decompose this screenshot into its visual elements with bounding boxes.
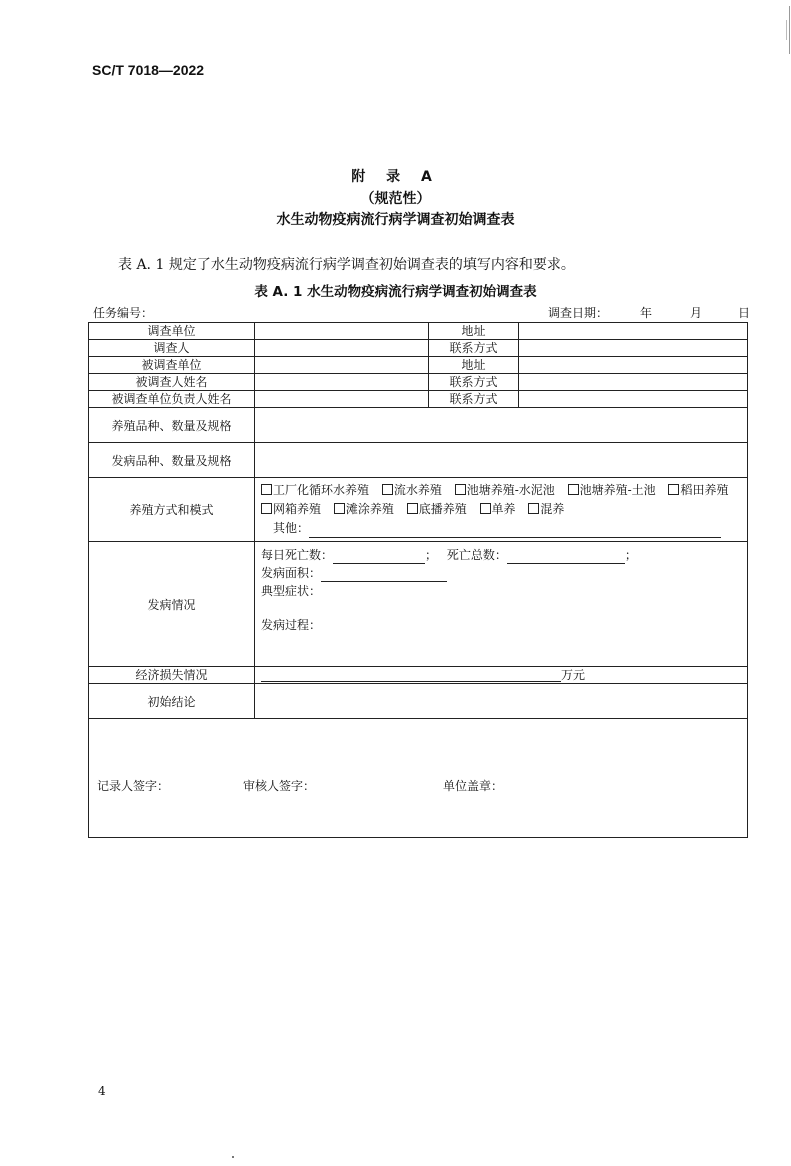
option-bottom-sowing[interactable] (407, 502, 467, 516)
unit-seal-label: 单位盖章： (443, 779, 504, 793)
option-rice-field[interactable] (668, 483, 728, 497)
surveyed-unit-field[interactable] (255, 357, 429, 374)
surveyed-unit-address-field[interactable] (519, 357, 748, 374)
checkbox[interactable] (407, 503, 418, 514)
checkbox[interactable] (455, 484, 466, 495)
option-label: 稻田养殖 (680, 483, 729, 497)
unit-leader-field[interactable] (255, 391, 429, 408)
signature-area (89, 719, 748, 838)
appendix-type: （规范性） (360, 191, 431, 207)
reviewer-signature-label: 审核人签字： (243, 779, 316, 793)
checkbox[interactable] (382, 484, 393, 495)
scan-edge-line-short (786, 20, 787, 40)
option-monoculture[interactable] (480, 502, 516, 516)
checkbox[interactable] (334, 503, 345, 514)
standard-code: SC/T 7018—2022 (92, 62, 205, 78)
unit-leader-label: 被调查单位负责人姓名 (89, 391, 255, 408)
surveyor-field[interactable] (255, 340, 429, 357)
survey-unit-label: 调查单位 (89, 323, 255, 340)
total-deaths-label: 死亡总数： (446, 548, 507, 562)
surveyed-person-field[interactable] (255, 374, 429, 391)
survey-unit-field[interactable] (255, 323, 429, 340)
economic-loss-label: 经济损失情况 (89, 667, 255, 684)
appendix-subtitle: 水生动物疫病流行病学调查初始调查表 (276, 212, 515, 228)
option-label: 单养 (491, 502, 516, 516)
option-label: 底播养殖 (418, 502, 467, 516)
table-row (89, 408, 748, 443)
breed-species-label: 养殖品种、数量及规格 (89, 408, 255, 443)
table-caption: 表 A. 1 水生动物疫病流行病学调查初始调查表 (254, 284, 537, 300)
table-row (89, 323, 748, 340)
option-polyculture[interactable] (528, 502, 564, 516)
option-net-cage[interactable] (261, 502, 321, 516)
economic-loss-field (255, 667, 748, 684)
disease-status-label: 发病情况 (89, 542, 255, 667)
survey-unit-address-field[interactable] (519, 323, 748, 340)
option-label: 网箱养殖 (273, 502, 322, 516)
option-label: 流水养殖 (393, 483, 442, 497)
contact-label: 联系方式 (429, 374, 519, 391)
typical-symptoms-label: 典型症状： (261, 584, 322, 598)
checkbox[interactable] (261, 503, 272, 514)
option-label: 池塘养殖-水泥池 (466, 483, 555, 497)
table-row (89, 443, 748, 478)
checkbox[interactable] (261, 484, 272, 495)
option-label: 池塘养殖-土池 (579, 483, 656, 497)
option-label: 混养 (540, 502, 565, 516)
disease-species-label: 发病品种、数量及规格 (89, 443, 255, 478)
option-pond-earth[interactable] (568, 483, 656, 497)
year-label: 年 (640, 306, 653, 320)
disease-process-label: 发病过程： (261, 618, 322, 632)
intro-paragraph: 表 A. 1 规定了水生动物疫病流行病学调查初始调查表的填写内容和要求。 (118, 257, 575, 273)
scan-edge-line (789, 6, 790, 54)
table-row (89, 478, 748, 542)
table-row (89, 340, 748, 357)
scan-speck (232, 1156, 234, 1158)
separator: ； (425, 548, 438, 562)
option-pond-cement[interactable] (455, 483, 555, 497)
survey-date-label: 调查日期： (548, 306, 609, 320)
other-label: 其他： (273, 521, 310, 535)
breed-mode-label: 养殖方式和模式 (89, 478, 255, 542)
disease-area-label: 发病面积： (261, 566, 322, 580)
table-row (89, 667, 748, 684)
daily-deaths-label: 每日死亡数： (261, 548, 334, 562)
separator: ； (624, 548, 637, 562)
address-label: 地址 (429, 323, 519, 340)
table-row (89, 374, 748, 391)
table-row (89, 357, 748, 374)
task-number-label: 任务编号： (93, 306, 154, 320)
option-label: 工厂化循环水养殖 (273, 483, 370, 497)
table-row (89, 542, 748, 667)
contact-label: 联系方式 (429, 340, 519, 357)
checkbox[interactable] (668, 484, 679, 495)
initial-survey-form (88, 322, 748, 838)
surveyed-person-contact-field[interactable] (519, 374, 748, 391)
unit-leader-contact-field[interactable] (519, 391, 748, 408)
disease-area-input[interactable] (321, 581, 447, 582)
option-flowing-water[interactable] (382, 483, 442, 497)
surveyed-unit-label: 被调查单位 (89, 357, 255, 374)
disease-status-fields (255, 542, 748, 667)
table-row (89, 391, 748, 408)
total-deaths-input[interactable] (507, 563, 625, 564)
breed-mode-options (255, 478, 748, 542)
checkbox[interactable] (568, 484, 579, 495)
loss-unit: 万元 (561, 668, 586, 682)
option-label: 滩涂养殖 (345, 502, 394, 516)
surveyor-contact-field[interactable] (519, 340, 748, 357)
option-factory-recirculating[interactable] (261, 483, 369, 497)
table-row (89, 719, 748, 838)
day-label: 日 (738, 306, 751, 320)
surveyed-person-label: 被调查人姓名 (89, 374, 255, 391)
surveyor-label: 调查人 (89, 340, 255, 357)
address-label: 地址 (429, 357, 519, 374)
appendix-title: 附 录 A (351, 169, 440, 185)
month-label: 月 (690, 306, 703, 320)
page-number: 4 (98, 1084, 106, 1098)
economic-loss-input[interactable] (261, 681, 561, 682)
initial-conclusion-label: 初始结论 (89, 684, 255, 719)
table-row (89, 684, 748, 719)
disease-species-field[interactable] (255, 443, 748, 478)
initial-conclusion-field[interactable] (255, 684, 748, 719)
checkbox[interactable] (480, 503, 491, 514)
recorder-signature-label: 记录人签字： (97, 779, 170, 793)
option-tidal-flat[interactable] (334, 502, 394, 516)
other-input-line[interactable] (309, 537, 721, 538)
contact-label: 联系方式 (429, 391, 519, 408)
breed-species-field[interactable] (255, 408, 748, 443)
checkbox[interactable] (528, 503, 539, 514)
